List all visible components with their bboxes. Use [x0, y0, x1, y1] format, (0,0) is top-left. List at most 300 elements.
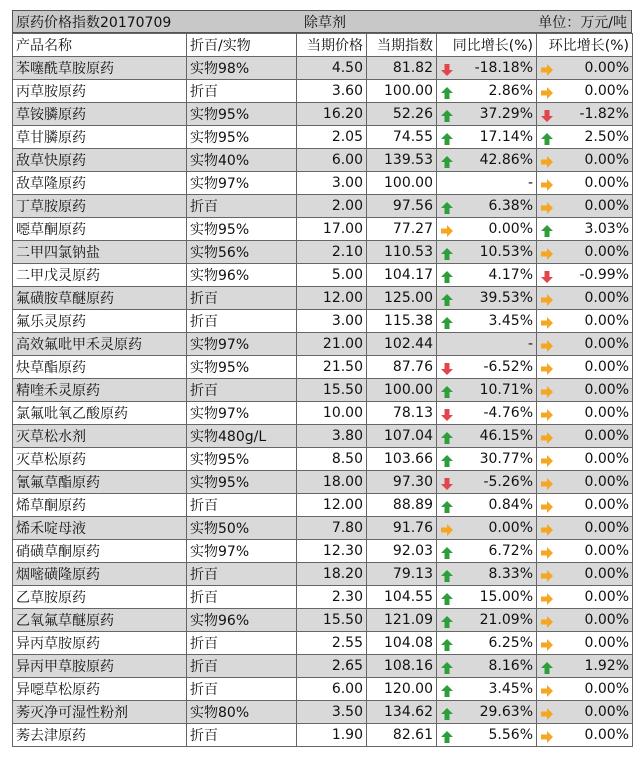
yoy-value: 8.33% — [488, 565, 533, 582]
yoy-cell — [437, 195, 537, 218]
spec-cell: 实物98% — [187, 57, 297, 80]
mom-cell — [537, 218, 633, 241]
yoy-value: 21.09% — [479, 611, 533, 628]
spec-cell: 实物50% — [187, 517, 297, 540]
table-row — [13, 310, 633, 333]
yoy-value: 2.86% — [488, 82, 533, 99]
table-row — [13, 402, 633, 425]
table-row — [13, 149, 633, 172]
product-name-cell: 炔草酯原药 — [13, 356, 187, 379]
product-name-cell: 烯禾啶母液 — [13, 517, 187, 540]
mom-value: 0.00% — [584, 496, 629, 513]
mom-value: 0.00% — [584, 174, 629, 191]
mom-value: 0.00% — [584, 358, 629, 375]
col-header-spec: 折百/实物 — [187, 34, 297, 57]
table-row — [13, 540, 633, 563]
arrow-right-icon — [540, 615, 554, 629]
table-body — [13, 57, 633, 747]
price-cell: 17.00 — [297, 218, 367, 241]
index-cell: 92.03 — [367, 540, 437, 563]
mom-cell — [537, 80, 633, 103]
price-cell: 16.20 — [297, 103, 367, 126]
mom-value: 0.00% — [584, 151, 629, 168]
table-row — [13, 609, 633, 632]
col-header-price: 当期价格 — [297, 34, 367, 57]
yoy-value: 29.63% — [479, 703, 533, 720]
yoy-value: 6.38% — [488, 197, 533, 214]
arrow-right-icon — [540, 569, 554, 583]
yoy-cell — [437, 103, 537, 126]
spec-cell: 折百 — [187, 724, 297, 747]
arrow-up-icon — [440, 316, 454, 330]
spec-cell: 实物95% — [187, 218, 297, 241]
price-cell: 15.50 — [297, 379, 367, 402]
mom-cell — [537, 425, 633, 448]
table-row — [13, 264, 633, 287]
arrow-up-icon — [440, 431, 454, 445]
table-row — [13, 678, 633, 701]
mom-cell — [537, 586, 633, 609]
index-cell: 97.56 — [367, 195, 437, 218]
arrow-right-icon — [540, 293, 554, 307]
product-name-cell: 莠灭净可湿性粉剂 — [13, 701, 187, 724]
mom-cell — [537, 333, 633, 356]
spec-cell: 实物95% — [187, 356, 297, 379]
product-name-cell: 异丙草胺原药 — [13, 632, 187, 655]
arrow-up-icon — [540, 224, 554, 238]
mom-cell — [537, 126, 633, 149]
index-cell: 81.82 — [367, 57, 437, 80]
arrow-down-icon — [440, 63, 454, 77]
table-row — [13, 126, 633, 149]
spec-cell: 实物95% — [187, 126, 297, 149]
index-cell: 102.44 — [367, 333, 437, 356]
price-index-sheet — [12, 10, 632, 747]
arrow-up-icon — [540, 132, 554, 146]
mom-cell — [537, 103, 633, 126]
mom-cell — [537, 402, 633, 425]
table-row — [13, 333, 633, 356]
price-cell: 6.00 — [297, 149, 367, 172]
mom-value: 0.00% — [584, 519, 629, 536]
yoy-cell — [437, 287, 537, 310]
yoy-value: -18.18% — [474, 59, 533, 76]
product-name-cell: 草铵膦原药 — [13, 103, 187, 126]
product-name-cell: 氟乐灵原药 — [13, 310, 187, 333]
table-row — [13, 724, 633, 747]
table-row — [13, 218, 633, 241]
arrow-right-icon — [540, 730, 554, 744]
spec-cell: 实物95% — [187, 103, 297, 126]
yoy-value: 0.84% — [488, 496, 533, 513]
arrow-right-icon — [540, 385, 554, 399]
product-name-cell: 氟磺胺草醚原药 — [13, 287, 187, 310]
col-header-index: 当期指数 — [367, 34, 437, 57]
yoy-cell — [437, 80, 537, 103]
table-row — [13, 103, 633, 126]
mom-value: 0.00% — [584, 59, 629, 76]
yoy-cell — [437, 517, 537, 540]
arrow-up-icon — [440, 684, 454, 698]
mom-value: 0.00% — [584, 450, 629, 467]
table-row — [13, 195, 633, 218]
spec-cell: 实物95% — [187, 448, 297, 471]
spec-cell: 折百 — [187, 586, 297, 609]
price-cell: 12.00 — [297, 287, 367, 310]
yoy-cell — [437, 57, 537, 80]
yoy-cell — [437, 494, 537, 517]
arrow-right-icon — [540, 454, 554, 468]
arrow-up-icon — [440, 592, 454, 606]
table-row — [13, 379, 633, 402]
index-cell: 104.17 — [367, 264, 437, 287]
product-name-cell: 烟嘧磺隆原药 — [13, 563, 187, 586]
arrow-up-icon — [440, 615, 454, 629]
yoy-cell — [437, 425, 537, 448]
arrow-up-icon — [440, 661, 454, 675]
product-name-cell: 烯草酮原药 — [13, 494, 187, 517]
yoy-cell — [437, 241, 537, 264]
index-cell: 52.26 — [367, 103, 437, 126]
spec-cell: 折百 — [187, 80, 297, 103]
mom-cell — [537, 310, 633, 333]
table-row — [13, 494, 633, 517]
index-cell: 82.61 — [367, 724, 437, 747]
arrow-right-icon — [540, 592, 554, 606]
mom-value: 0.00% — [584, 381, 629, 398]
spec-cell: 折百 — [187, 195, 297, 218]
index-cell: 91.76 — [367, 517, 437, 540]
spec-cell: 折百 — [187, 287, 297, 310]
arrow-up-icon — [440, 454, 454, 468]
price-cell: 2.05 — [297, 126, 367, 149]
category-label: 除草剂 — [304, 14, 346, 31]
arrow-down-icon — [440, 408, 454, 422]
yoy-cell — [437, 172, 537, 195]
yoy-value: 30.77% — [479, 450, 533, 467]
product-name-cell: 硝磺草酮原药 — [13, 540, 187, 563]
table-row — [13, 448, 633, 471]
spec-cell: 实物97% — [187, 540, 297, 563]
yoy-cell — [437, 126, 537, 149]
mom-cell — [537, 379, 633, 402]
mom-value: 0.00% — [584, 703, 629, 720]
index-cell: 78.13 — [367, 402, 437, 425]
price-cell: 5.00 — [297, 264, 367, 287]
price-cell: 2.10 — [297, 241, 367, 264]
mom-cell — [537, 655, 633, 678]
price-cell: 18.20 — [297, 563, 367, 586]
yoy-cell — [437, 609, 537, 632]
yoy-value: -6.52% — [483, 358, 533, 375]
arrow-up-icon — [440, 707, 454, 721]
arrow-up-icon — [440, 385, 454, 399]
price-cell: 1.90 — [297, 724, 367, 747]
yoy-value: 46.15% — [479, 427, 533, 444]
yoy-cell — [437, 356, 537, 379]
mom-value: 0.00% — [584, 404, 629, 421]
mom-value: 3.03% — [584, 220, 629, 237]
yoy-value: 8.16% — [488, 657, 533, 674]
index-cell: 77.27 — [367, 218, 437, 241]
arrow-up-icon — [440, 569, 454, 583]
index-cell: 110.53 — [367, 241, 437, 264]
mom-value: 0.00% — [584, 82, 629, 99]
yoy-value: 37.29% — [479, 105, 533, 122]
arrow-right-icon — [540, 155, 554, 169]
table-row — [13, 80, 633, 103]
mom-value: 0.00% — [584, 289, 629, 306]
table-row — [13, 517, 633, 540]
spec-cell: 实物480g/L — [187, 425, 297, 448]
spec-cell: 折百 — [187, 632, 297, 655]
product-name-cell: 苯噻酰草胺原药 — [13, 57, 187, 80]
index-cell: 88.89 — [367, 494, 437, 517]
index-cell: 115.38 — [367, 310, 437, 333]
mom-value: 0.00% — [584, 611, 629, 628]
price-cell: 21.50 — [297, 356, 367, 379]
spec-cell: 折百 — [187, 310, 297, 333]
mom-cell — [537, 517, 633, 540]
yoy-cell — [437, 724, 537, 747]
index-cell: 107.04 — [367, 425, 437, 448]
product-name-cell: 丙草胺原药 — [13, 80, 187, 103]
header-row — [13, 34, 633, 57]
yoy-cell — [437, 218, 537, 241]
index-cell: 108.16 — [367, 655, 437, 678]
table-row — [13, 471, 633, 494]
yoy-cell — [437, 402, 537, 425]
arrow-right-icon — [540, 500, 554, 514]
arrow-right-icon — [440, 224, 454, 238]
mom-value: 0.00% — [584, 243, 629, 260]
product-name-cell: 灭草松水剂 — [13, 425, 187, 448]
product-name-cell: 氰氟草酯原药 — [13, 471, 187, 494]
table-row — [13, 172, 633, 195]
arrow-right-icon — [540, 523, 554, 537]
mom-value: 0.00% — [584, 565, 629, 582]
yoy-cell — [437, 678, 537, 701]
index-cell: 104.08 — [367, 632, 437, 655]
arrow-right-icon — [540, 316, 554, 330]
yoy-value: 3.45% — [488, 312, 533, 329]
price-cell: 3.80 — [297, 425, 367, 448]
mom-cell — [537, 57, 633, 80]
product-name-cell: 高效氟吡甲禾灵原药 — [13, 333, 187, 356]
product-name-cell: 氯氟吡氧乙酸原药 — [13, 402, 187, 425]
mom-cell — [537, 356, 633, 379]
unit-label: 单位：万元/吨 — [538, 14, 627, 31]
mom-value: 0.00% — [584, 680, 629, 697]
price-cell: 2.65 — [297, 655, 367, 678]
product-name-cell: 草甘膦原药 — [13, 126, 187, 149]
arrow-right-icon — [540, 638, 554, 652]
price-cell: 18.00 — [297, 471, 367, 494]
price-cell: 12.00 — [297, 494, 367, 517]
product-name-cell: 二甲戊灵原药 — [13, 264, 187, 287]
arrow-up-icon — [440, 201, 454, 215]
index-cell: 104.55 — [367, 586, 437, 609]
table-row — [13, 563, 633, 586]
yoy-value: - — [527, 336, 533, 352]
mom-value: 0.00% — [584, 588, 629, 605]
product-name-cell: 灭草松原药 — [13, 448, 187, 471]
mom-cell — [537, 609, 633, 632]
col-header-name: 产品名称 — [13, 34, 187, 57]
yoy-value: 42.86% — [479, 151, 533, 168]
arrow-down-icon — [440, 477, 454, 491]
product-name-cell: 乙氧氟草醚原药 — [13, 609, 187, 632]
mom-value: 0.00% — [584, 542, 629, 559]
product-name-cell: 敌草隆原药 — [13, 172, 187, 195]
arrow-right-icon — [540, 431, 554, 445]
price-cell: 4.50 — [297, 57, 367, 80]
price-cell: 2.55 — [297, 632, 367, 655]
index-cell: 103.66 — [367, 448, 437, 471]
spec-cell: 实物80% — [187, 701, 297, 724]
arrow-down-icon — [540, 270, 554, 284]
mom-cell — [537, 632, 633, 655]
index-cell: 120.00 — [367, 678, 437, 701]
mom-cell — [537, 471, 633, 494]
mom-cell — [537, 287, 633, 310]
mom-cell — [537, 172, 633, 195]
arrow-up-icon — [440, 293, 454, 307]
arrow-right-icon — [540, 477, 554, 491]
mom-cell — [537, 701, 633, 724]
mom-value: 0.00% — [584, 634, 629, 651]
spec-cell: 实物56% — [187, 241, 297, 264]
price-cell: 10.00 — [297, 402, 367, 425]
arrow-up-icon — [440, 132, 454, 146]
arrow-right-icon — [540, 63, 554, 77]
yoy-value: 10.53% — [479, 243, 533, 260]
yoy-cell — [437, 310, 537, 333]
arrow-right-icon — [540, 408, 554, 422]
yoy-value: 15.00% — [479, 588, 533, 605]
mom-cell — [537, 195, 633, 218]
arrow-right-icon — [540, 178, 554, 192]
price-cell: 3.60 — [297, 80, 367, 103]
yoy-value: 0.00% — [488, 220, 533, 237]
arrow-up-icon — [440, 270, 454, 284]
mom-value: 0.00% — [584, 473, 629, 490]
mom-value: 0.00% — [584, 427, 629, 444]
spec-cell: 折百 — [187, 494, 297, 517]
arrow-right-icon — [540, 707, 554, 721]
arrow-down-icon — [540, 109, 554, 123]
mom-value: -0.99% — [579, 266, 629, 283]
spec-cell: 实物96% — [187, 264, 297, 287]
sheet-title: 原药价格指数20170709 — [16, 14, 172, 31]
price-cell: 6.00 — [297, 678, 367, 701]
product-name-cell: 噁草酮原药 — [13, 218, 187, 241]
yoy-value: 39.53% — [479, 289, 533, 306]
arrow-right-icon — [540, 362, 554, 376]
mom-cell — [537, 264, 633, 287]
yoy-value: 17.14% — [479, 128, 533, 145]
arrow-down-icon — [440, 362, 454, 376]
yoy-value: 4.17% — [488, 266, 533, 283]
table-row — [13, 425, 633, 448]
mom-value: 1.92% — [584, 657, 629, 674]
price-cell: 15.50 — [297, 609, 367, 632]
yoy-cell — [437, 632, 537, 655]
mom-cell — [537, 678, 633, 701]
spec-cell: 折百 — [187, 678, 297, 701]
yoy-cell — [437, 540, 537, 563]
price-cell: 8.50 — [297, 448, 367, 471]
table-row — [13, 655, 633, 678]
col-header-yoy: 同比增长(%) — [437, 34, 537, 57]
arrow-up-icon — [440, 155, 454, 169]
price-table — [12, 33, 633, 747]
arrow-up-icon — [440, 638, 454, 652]
yoy-value: 6.25% — [488, 634, 533, 651]
mom-value: 2.50% — [584, 128, 629, 145]
mom-value: 0.00% — [584, 197, 629, 214]
spec-cell: 实物95% — [187, 471, 297, 494]
yoy-value: -5.26% — [483, 473, 533, 490]
yoy-value: 5.56% — [488, 726, 533, 743]
arrow-up-icon — [440, 546, 454, 560]
price-cell: 12.30 — [297, 540, 367, 563]
table-row — [13, 57, 633, 80]
yoy-value: -4.76% — [483, 404, 533, 421]
product-name-cell: 异噁草松原药 — [13, 678, 187, 701]
arrow-right-icon — [540, 247, 554, 261]
index-cell: 97.30 — [367, 471, 437, 494]
arrow-up-icon — [440, 730, 454, 744]
mom-cell — [537, 149, 633, 172]
index-cell: 134.62 — [367, 701, 437, 724]
arrow-right-icon — [540, 201, 554, 215]
mom-cell — [537, 448, 633, 471]
yoy-value: 0.00% — [488, 519, 533, 536]
index-cell: 87.76 — [367, 356, 437, 379]
index-cell: 79.13 — [367, 563, 437, 586]
arrow-right-icon — [540, 339, 554, 353]
price-cell: 3.50 — [297, 701, 367, 724]
mom-value: 0.00% — [584, 335, 629, 352]
arrow-up-icon — [440, 109, 454, 123]
mom-cell — [537, 494, 633, 517]
spec-cell: 实物97% — [187, 402, 297, 425]
table-row — [13, 356, 633, 379]
mom-value: 0.00% — [584, 726, 629, 743]
mom-value: -1.82% — [579, 105, 629, 122]
index-cell: 74.55 — [367, 126, 437, 149]
yoy-value: - — [527, 175, 533, 191]
spec-cell: 折百 — [187, 379, 297, 402]
arrow-right-icon — [440, 523, 454, 537]
product-name-cell: 异丙甲草胺原药 — [13, 655, 187, 678]
arrow-right-icon — [540, 86, 554, 100]
arrow-up-icon — [440, 247, 454, 261]
index-cell: 139.53 — [367, 149, 437, 172]
spec-cell: 折百 — [187, 563, 297, 586]
yoy-cell — [437, 379, 537, 402]
spec-cell: 折百 — [187, 655, 297, 678]
table-row — [13, 701, 633, 724]
spec-cell: 实物96% — [187, 609, 297, 632]
index-cell: 121.09 — [367, 609, 437, 632]
yoy-value: 6.72% — [488, 542, 533, 559]
yoy-cell — [437, 655, 537, 678]
table-row — [13, 241, 633, 264]
table-row — [13, 287, 633, 310]
yoy-value: 10.71% — [479, 381, 533, 398]
